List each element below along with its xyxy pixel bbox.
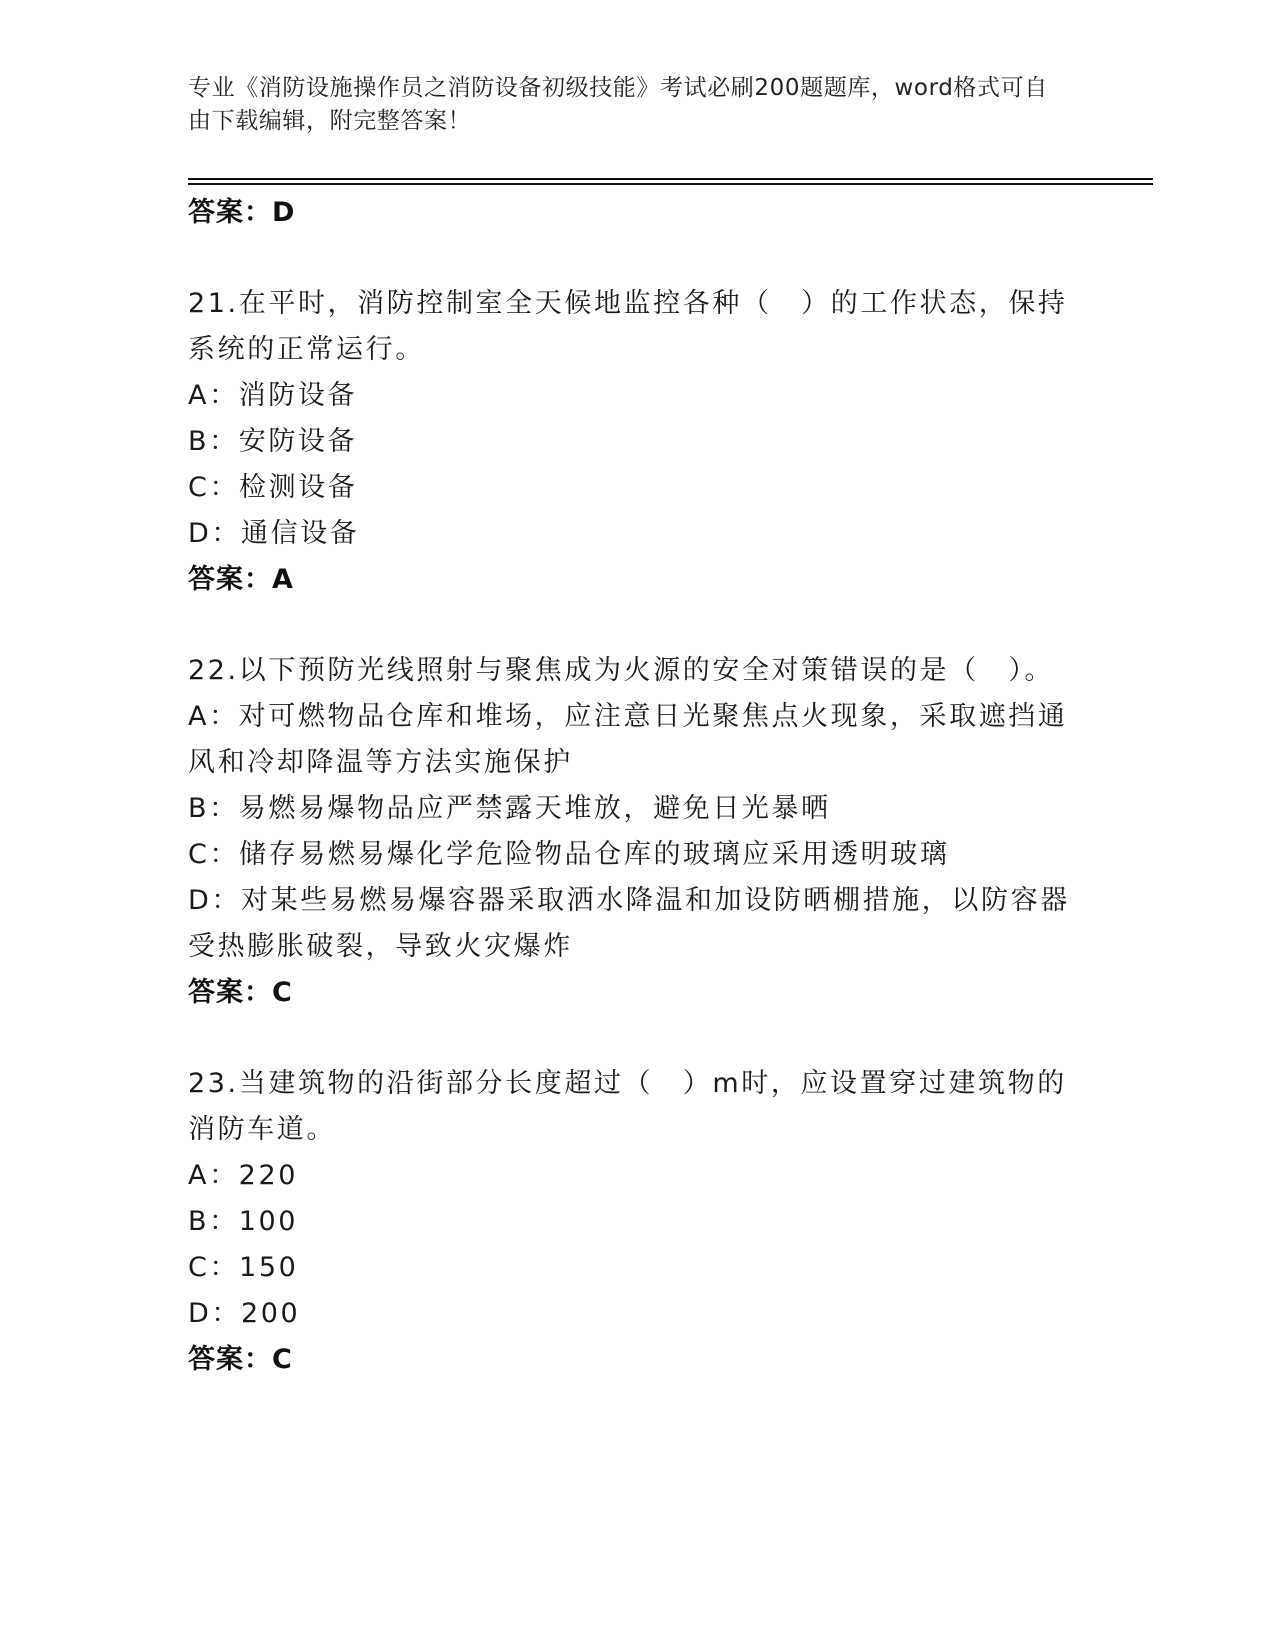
option-c: C：150: [188, 1252, 299, 1283]
option-c: C：储存易燃易爆化学危险物品仓库的玻璃应采用透明玻璃: [188, 839, 950, 870]
question-stem: 23.当建筑物的沿街部分长度超过（ ）m时，应设置穿过建筑物的消防车道。: [188, 1068, 1067, 1145]
option-d: D：通信设备: [188, 518, 360, 549]
option-c: C：检测设备: [188, 472, 358, 503]
question-21: [188, 281, 1088, 603]
question-list: [188, 190, 1088, 1383]
question-stem: 22.以下预防光线照射与聚焦成为火源的安全对策错误的是（ ）。: [188, 655, 1055, 686]
option-a: A：消防设备: [188, 380, 358, 411]
question-22: [188, 648, 1088, 1016]
document-header: 专业《消防设施操作员之消防设备初级技能》考试必刷200题题库，word格式可自由下载编辑，附完整答案！: [188, 75, 1048, 134]
option-a: A：220: [188, 1160, 299, 1191]
option-d: D：对某些易燃易爆容器采取洒水降温和加设防晒棚措施，以防容器受热膨胀破裂，导致火灾爆炸: [188, 885, 1070, 962]
question-answer: 答案：A: [188, 564, 294, 595]
previous-answer: 答案：D: [188, 197, 296, 228]
header-rule-bottom: [188, 183, 1153, 185]
question-23: [188, 1061, 1088, 1383]
option-d: D：200: [188, 1298, 301, 1329]
header-rule-top: [188, 178, 1153, 180]
option-b: B：易燃易爆物品应严禁露天堆放，避免日光暴晒: [188, 793, 831, 824]
option-a: A：对可燃物品仓库和堆场，应注意日光聚焦点火现象，采取遮挡通风和冷却降温等方法实施保护: [188, 701, 1068, 778]
option-b: B：安防设备: [188, 426, 358, 457]
question-answer: 答案：C: [188, 977, 293, 1008]
option-b: B：100: [188, 1206, 299, 1237]
question-stem: 21.在平时，消防控制室全天候地监控各种（ ）的工作状态，保持系统的正常运行。: [188, 288, 1068, 365]
question-answer: 答案：C: [188, 1344, 293, 1375]
